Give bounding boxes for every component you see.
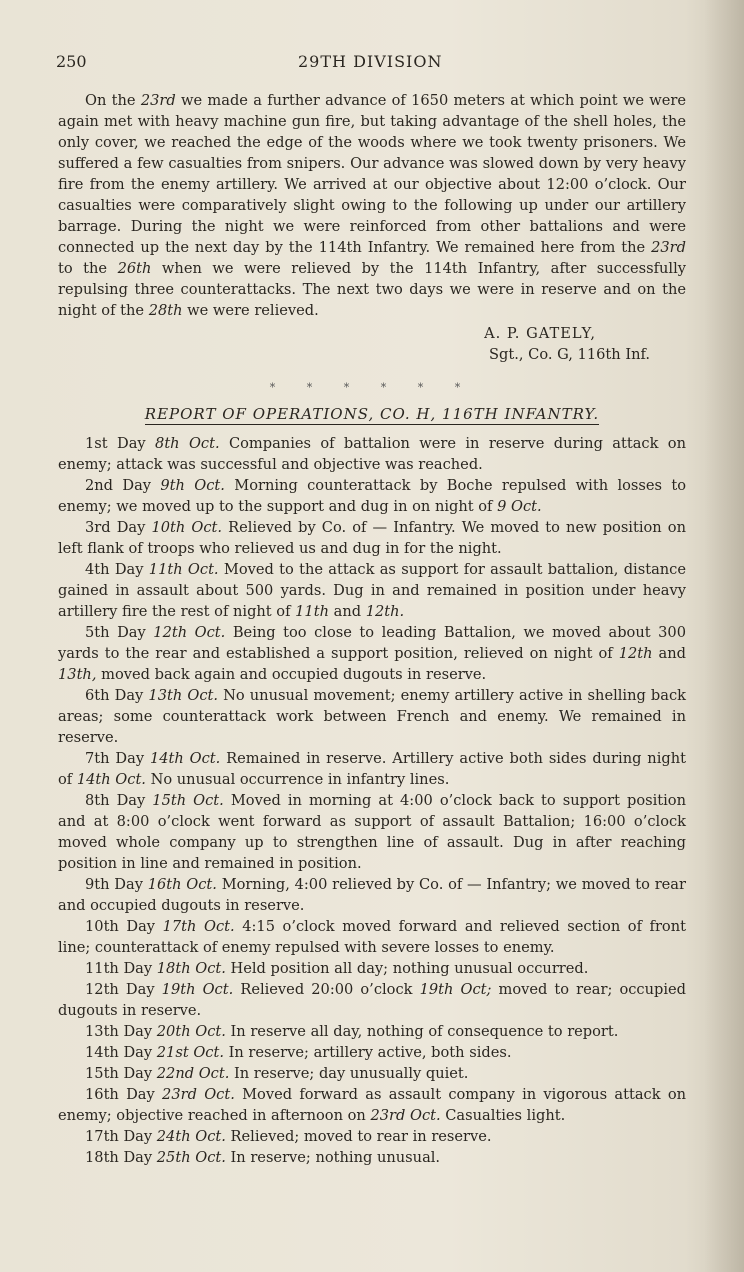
italic-date-text: 13th,: [58, 666, 97, 683]
body-text: Relieved; moved to rear in reserve.: [225, 1128, 492, 1145]
body-text: 16th Day: [85, 1086, 163, 1103]
body-text: moved to rear; occupied dugouts in reserve.: [58, 981, 686, 1019]
day-entry: [58, 433, 686, 475]
body-text: Moved to the attack as support for assault battalion, distance gained in assault about 500 yards. Dug in and remained in position under heavy artillery fire the rest of night of: [58, 561, 686, 620]
body-text: 8th Day: [85, 792, 153, 809]
page-number: 250: [56, 52, 87, 71]
italic-date-text: 16th Oct.: [147, 876, 217, 893]
italic-date-text: 21st Oct.: [156, 1044, 224, 1061]
body-text: 15th Day: [85, 1065, 157, 1082]
italic-date-text: 20th Oct.: [156, 1023, 226, 1040]
section-separator: * * * * * *: [269, 381, 475, 394]
body-text: 18th Day: [85, 1149, 157, 1166]
body-text: we made a further advance of 1650 meters at which point we were again met with heavy machine gun fire, but taking advantage of the shell holes, the only cover, we reached the edge of the woods where we took twenty prisoners. We suffered a few casualties from snipers. Our advance was slowed down by very heavy fire from the enemy artillery. We arrived at our objective about 12:00 o’clock. Our casualties were comparatively slight owing to the following up under our artillery barrage. During the night we were reinforced from other battalions and were connected up the next day by the 114th Infantry. We remained here from the: [58, 92, 686, 256]
body-text: and: [652, 645, 686, 662]
italic-date-text: 10th Oct.: [151, 519, 223, 536]
italic-date-text: 8th Oct.: [155, 435, 220, 452]
italic-date-text: 12th.: [365, 603, 405, 620]
body-text: In reserve; nothing unusual.: [225, 1149, 441, 1166]
body-text: 7th Day: [85, 750, 150, 767]
body-text: 4th Day: [85, 561, 149, 578]
body-text: Remained in reserve. Artillery active both sides during night of: [58, 750, 686, 788]
day-entry: [58, 1021, 686, 1042]
page-gutter-shadow: [704, 0, 744, 1272]
body-text: On the: [85, 92, 141, 109]
body-text: In reserve; artillery active, both sides.: [223, 1044, 512, 1061]
body-text: Held position all day; nothing unusual occurred.: [225, 960, 589, 977]
day-entry: [58, 1147, 686, 1168]
day-entry: [58, 1042, 686, 1063]
italic-date-text: 11th: [295, 603, 329, 620]
body-text: 13th Day: [85, 1023, 157, 1040]
body-text: 9th Day: [85, 876, 148, 893]
italic-date-text: 25th Oct.: [156, 1149, 226, 1166]
signature-rank: Sgt., Co. G, 116th Inf.: [489, 346, 650, 363]
italic-date-text: 26th: [117, 260, 152, 277]
body-text: to the: [58, 260, 118, 277]
day-entry: [58, 559, 686, 622]
body-text: 3rd Day: [85, 519, 152, 536]
body-text: moved back again and occupied dugouts in reserve.: [96, 666, 487, 683]
body-text: 12th Day: [85, 981, 162, 998]
day-entry: [58, 916, 686, 958]
body-text: and: [328, 603, 366, 620]
italic-date-text: 14th Oct.: [149, 750, 221, 767]
body-text: when we were relieved by the 114th Infantry, after successfully repulsing three counterattacks. The next two days we were in reserve and on the night of the: [58, 260, 686, 319]
body-text: Being too close to leading Battalion, we moved about 300 yards to the rear and established a support position, relieved on night of: [58, 624, 686, 662]
body-text: Companies of battalion were in reserve during attack on enemy; attack was successful and objective was reached.: [58, 435, 686, 473]
italic-date-text: 11th Oct.: [148, 561, 219, 578]
body-text: Relieved by Co. of — Infantry. We moved to new position on left flank of troops who relieved us and dug in for the night.: [58, 519, 686, 557]
body-text: 5th Day: [85, 624, 154, 641]
body-text: Casualties light.: [440, 1107, 566, 1124]
body-text: we were relieved.: [182, 302, 319, 319]
italic-date-text: 15th Oct.: [152, 792, 224, 809]
italic-date-text: 23rd: [140, 92, 176, 109]
italic-date-text: 19th Oct;: [419, 981, 492, 998]
signature-block: [58, 323, 686, 365]
body-text: 10th Day: [85, 918, 163, 935]
daily-entries: [58, 433, 686, 1168]
italic-date-text: 9 Oct.: [497, 498, 542, 515]
day-entry: [58, 958, 686, 979]
italic-date-text: 9th Oct.: [160, 477, 225, 494]
day-entry: [58, 685, 686, 748]
body-text: 14th Day: [85, 1044, 157, 1061]
report-title-text: REPORT OF OPERATIONS, CO. H, 116TH INFANTRY.: [144, 405, 600, 423]
body-text: Relieved 20:00 o’clock: [233, 981, 420, 998]
day-entry: [58, 874, 686, 916]
day-entry: [58, 1126, 686, 1147]
italic-date-text: 19th Oct.: [161, 981, 234, 998]
body-text: No unusual occurrence in infantry lines.: [145, 771, 450, 788]
day-entry: [58, 979, 686, 1021]
body-text: Morning, 4:00 relieved by Co. of — Infantry; we moved to rear and occupied dugouts in reserve.: [58, 876, 686, 914]
body-text: Moved in morning at 4:00 o’clock back to support position and at 8:00 o’clock went forward as support of assault Battalion; 16:00 o’clock moved whole company up to strengthen line of assault. Dug in after reaching position in line and remained in position.: [58, 792, 686, 872]
page-header: [56, 52, 684, 76]
body-text: Moved forward as assault company in vigorous attack on enemy; objective reached in afternoon on: [58, 1086, 687, 1124]
page-body: [58, 90, 686, 1168]
italic-date-text: 22nd Oct.: [156, 1065, 230, 1082]
body-text: 17th Day: [85, 1128, 157, 1145]
italic-date-text: 23rd Oct.: [162, 1086, 235, 1103]
italic-date-text: 17th Oct.: [162, 918, 235, 935]
italic-date-text: 28th: [148, 302, 183, 319]
italic-date-text: 23rd: [651, 239, 686, 256]
day-entry: [58, 748, 686, 790]
italic-date-text: 24th Oct.: [156, 1128, 226, 1145]
day-entry: [58, 1063, 686, 1084]
body-text: 11th Day: [85, 960, 157, 977]
italic-date-text: 14th Oct.: [76, 771, 146, 788]
body-text: 4:15 o’clock moved forward and relieved section of front line; counterattack of enemy repulsed with severe losses to enemy.: [58, 918, 686, 956]
italic-date-text: 23rd Oct.: [370, 1107, 441, 1124]
day-entry: [58, 475, 686, 517]
body-text: In reserve; day unusually quiet.: [229, 1065, 469, 1082]
body-text: 1st Day: [85, 435, 156, 452]
italic-date-text: 12th Oct.: [153, 624, 226, 641]
italic-date-text: 18th Oct.: [156, 960, 226, 977]
day-entry: [58, 622, 686, 685]
body-text: In reserve all day, nothing of consequence to report.: [225, 1023, 619, 1040]
day-entry: [58, 517, 686, 559]
body-text: 6th Day: [85, 687, 149, 704]
running-head: 29TH DIVISION: [298, 52, 443, 71]
intro-paragraph: [58, 90, 686, 321]
body-text: No unusual movement; enemy artillery active in shelling back areas; some counterattack work between French and enemy. We remained in reserve.: [58, 687, 686, 746]
signature-name: A. P. GATELY,: [484, 325, 596, 342]
day-entry: [58, 1084, 686, 1126]
body-text: Morning counterattack by Boche repulsed with losses to enemy; we moved up to the support and dug in on night of: [58, 477, 687, 515]
body-text: 2nd Day: [85, 477, 161, 494]
italic-date-text: 12th: [618, 645, 653, 662]
italic-date-text: 13th Oct.: [148, 687, 219, 704]
day-entry: [58, 790, 686, 874]
report-title: [58, 404, 686, 425]
